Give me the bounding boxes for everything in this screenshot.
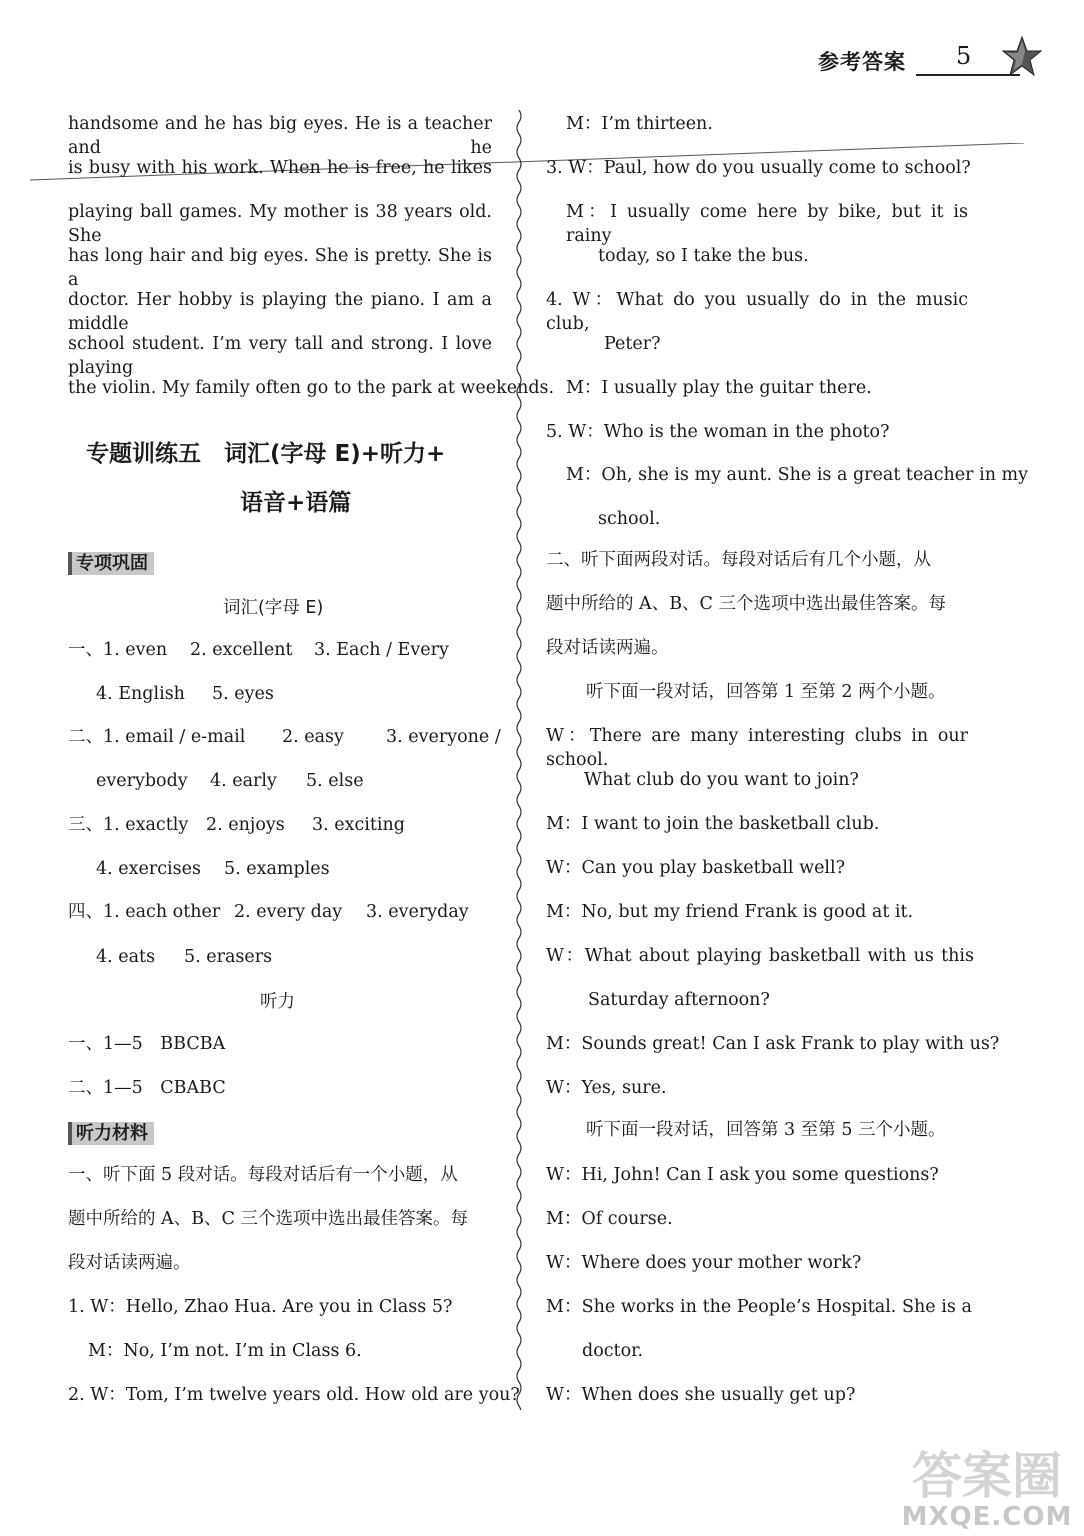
dialog-line: W：Can you play basketball well? (546, 858, 845, 878)
answer-item: 4. exercises (96, 859, 201, 879)
section-title-cont: 语音+语篇 (240, 490, 352, 516)
dialog-line: 1. W：Hello, Zhao Hua. Are you in Class 5? (68, 1297, 453, 1317)
dialog-line: M：Of course. (546, 1209, 673, 1229)
section-title: 专题训练五 词汇(字母 E)+听力+ (86, 441, 446, 467)
header-title: 参考答案 (818, 50, 906, 74)
paragraph-line: is busy with his work. When he is free, he likes (68, 158, 492, 178)
dialog-line: today, so I take the bus. (598, 246, 809, 266)
paragraph-line: playing ball games. My mother is 38 years old. She (68, 202, 492, 246)
answer-item: 2. excellent (190, 640, 293, 660)
answer-item: 5. examples (224, 859, 330, 879)
paragraph-line: doctor. Her hobby is playing the piano. I am a middle (68, 290, 492, 334)
dialog-line: doctor. (582, 1341, 644, 1361)
dialog-line: M：No, but my friend Frank is good at it. (546, 902, 914, 922)
instruction-line: 段对话读两遍。 (68, 1253, 191, 1273)
listening-title: 听力 (260, 992, 295, 1012)
answer-item: 3. everyday (366, 902, 469, 922)
answer-item: 5. erasers (184, 947, 273, 967)
answer-item: 四、1. each other (68, 902, 221, 922)
dialog-line: M：No, I’m not. I’m in Class 6. (88, 1341, 362, 1361)
answer-item: everybody (96, 771, 188, 791)
instruction-line: 听下面一段对话，回答第 3 至第 5 三个小题。 (586, 1120, 946, 1140)
paragraph-line: has long hair and big eyes. She is pretty. She is a (68, 246, 492, 290)
dialog-line: M：She works in the People’s Hospital. She is a (546, 1297, 972, 1317)
dialog-line: W：What about playing basketball with us this (546, 946, 974, 966)
instruction-line: 段对话读两遍。 (546, 638, 669, 658)
dialog-line: M：Sounds great! Can I ask Frank to play with us? (546, 1034, 1000, 1054)
answer-item: 4. English (96, 684, 185, 704)
instruction-line: 一、听下面 5 段对话。每段对话后有一个小题，从 (68, 1165, 458, 1185)
answer-item: 3. Each / Every (314, 640, 449, 660)
dialog-line: Saturday afternoon? (588, 990, 770, 1010)
dialog-line: M：I’m thirteen. (566, 114, 713, 134)
answer-item: 2. enjoys (206, 815, 285, 835)
star-icon (1002, 36, 1042, 78)
watermark-url: MXQE.COM (901, 1502, 1073, 1532)
dialog-line: 2. W：Tom, I’m twelve years old. How old are you? (68, 1385, 520, 1405)
answer-item: 4. early (210, 771, 277, 791)
dialog-line: 4. W：What do you usually do in the music club, (546, 290, 968, 334)
dialog-line: 3. W：Paul, how do you usually come to school? (546, 158, 971, 178)
dialog-line: 5. W：Who is the woman in the photo? (546, 422, 890, 442)
answer-item: 一、1—5 BBCBA (68, 1034, 226, 1054)
dialog-line: What club do you want to join? (584, 770, 859, 790)
dialog-line: W：Where does your mother work? (546, 1253, 862, 1273)
column-divider (514, 110, 524, 1410)
dialog-line: Peter? (604, 334, 661, 354)
watermark-logo (898, 1436, 1076, 1532)
answer-item: 3. exciting (312, 815, 405, 835)
answer-item: 二、1. email / e-mail (68, 727, 246, 747)
dialog-line: W：Hi, John! Can I ask you some questions? (546, 1165, 939, 1185)
paragraph-line: school student. I’m very tall and strong. I love playing (68, 334, 492, 378)
tag-review: 专项巩固 (68, 552, 154, 575)
answer-item: 3. everyone / (386, 727, 501, 747)
answer-item: 一、1. even (68, 640, 168, 660)
dialog-line: W：There are many interesting clubs in our school. (546, 726, 968, 770)
dialog-line: W：When does she usually get up? (546, 1385, 856, 1405)
dialog-line: W：Yes, sure. (546, 1078, 667, 1098)
dialog-line: M：I usually play the guitar there. (566, 378, 872, 398)
instruction-line: 题中所给的 A、B、C 三个选项中选出最佳答案。每 (546, 594, 947, 614)
instruction-line: 题中所给的 A、B、C 三个选项中选出最佳答案。每 (68, 1209, 469, 1229)
answer-item: 2. easy (282, 727, 344, 747)
dialog-line: school. (598, 509, 661, 529)
answer-item: 二、1—5 CBABC (68, 1078, 226, 1098)
instruction-line: 二、听下面两段对话。每段对话后有几个小题，从 (546, 550, 931, 570)
answer-item: 5. else (306, 771, 364, 791)
answer-item: 2. every day (234, 902, 343, 922)
paragraph-line: the violin. My family often go to the park at weekends. (68, 378, 555, 398)
answer-item: 4. eats (96, 947, 156, 967)
vocab-title: 词汇(字母 E) (223, 598, 324, 618)
answer-item: 三、1. exactly (68, 815, 189, 835)
dialog-line: M：Oh, she is my aunt. She is a great teacher in my (566, 465, 1029, 485)
tag-material: 听力材料 (68, 1122, 154, 1145)
dialog-line: M：I want to join the basketball club. (546, 814, 880, 834)
page-number: 5 (956, 42, 972, 70)
answer-item: 5. eyes (212, 684, 274, 704)
watermark-text: 答案圈 (912, 1447, 1062, 1505)
dialog-line: M：I usually come here by bike, but it is rainy (566, 202, 968, 246)
paragraph-line: handsome and he has big eyes. He is a teacher and he (68, 114, 492, 158)
instruction-line: 听下面一段对话，回答第 1 至第 2 两个小题。 (586, 682, 946, 702)
